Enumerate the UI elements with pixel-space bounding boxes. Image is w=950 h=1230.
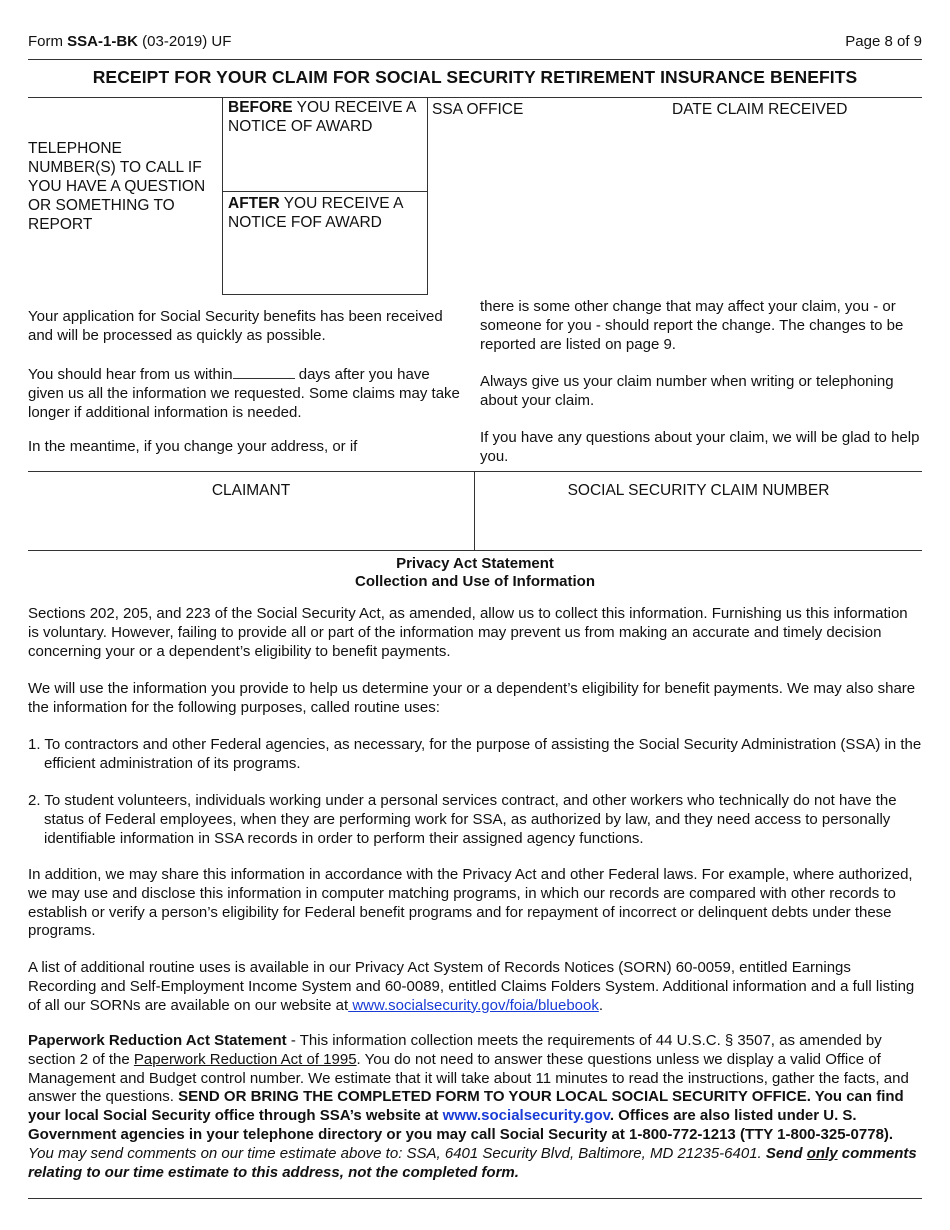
privacy-p4-text: A list of additional routine uses is available in our Privacy Act System of Records Notices (SORN) 60-0059, entitled Earnings Recording and Self-Employment Income System and 60-0089, entitled Claims Folders System. Additional information and a full listing of all our SORNs are available on our website at bbox=[28, 959, 915, 1014]
claimant-row-bottom-border bbox=[28, 550, 922, 551]
privacy-p4 bbox=[28, 959, 922, 1015]
after-award-phone-field[interactable] bbox=[228, 194, 424, 232]
only-text: only bbox=[806, 1144, 838, 1162]
footer-divider bbox=[28, 1198, 922, 1199]
table-divider-v1 bbox=[222, 97, 223, 295]
privacy-subheading: Collection and Use of Information bbox=[354, 573, 595, 590]
privacy-heading: Privacy Act Statement bbox=[396, 555, 554, 572]
send-text: Send bbox=[765, 1144, 807, 1162]
routine-use-1: 1. To contractors and other Federal agencies, as necessary, for the purpose of assisting the Social Security Administration (SSA) in the efficient administration of its programs. bbox=[28, 736, 922, 772]
ssa-office-field[interactable]: SSA OFFICE bbox=[432, 101, 524, 118]
claimant-field[interactable]: CLAIMANT bbox=[211, 482, 291, 499]
days-text-b: days after you have given us all the information we requested. Some claims may take longer if additional information is needed. bbox=[28, 366, 460, 421]
info-left-p2 bbox=[28, 364, 464, 422]
days-text-a: You should hear from us within bbox=[28, 366, 233, 383]
form-number bbox=[28, 33, 231, 50]
privacy-p1: Sections 202, 205, and 223 of the Social Security Act, as amended, allow us to collect this information. Furnishing us this information is voluntary. However, failing to provide all or part of the information may prevent us from making an accurate and timely decision concerning your or a dependent’s eligibility to benefit payments. bbox=[28, 605, 908, 660]
form-title: RECEIPT FOR YOUR CLAIM FOR SOCIAL SECURITY RETIREMENT INSURANCE BENEFITS bbox=[92, 67, 858, 87]
page-number: Page 8 of 9 bbox=[845, 33, 922, 50]
form-revision: (03-2019) UF bbox=[138, 33, 232, 50]
form-id: SSA-1-BK bbox=[67, 33, 139, 50]
before-label: YOU RECEIVE A NOTICE OF AWARD bbox=[228, 99, 416, 135]
claim-number-field[interactable]: SOCIAL SECURITY CLAIM NUMBER bbox=[567, 482, 830, 499]
info-right-p1: there is some other change that may affect your claim, you - or someone for you - should report the change. The changes to be reported are listed on page 9. bbox=[480, 298, 904, 353]
date-claim-received-field[interactable]: DATE CLAIM RECEIVED bbox=[672, 101, 848, 118]
claimant-row-top-border bbox=[28, 471, 922, 472]
paperwork-heading: Paperwork Reduction Act Statement bbox=[28, 1032, 287, 1049]
table-bottom-inner bbox=[222, 294, 428, 295]
telephone-numbers-label: TELEPHONE NUMBER(S) TO CALL IF YOU HAVE A QUESTION OR SOMETHING TO REPORT bbox=[28, 140, 206, 233]
paperwork-text-1: - This information collection meets the requirements of 44 U.S.C. § 3507, as amended by section 2 of the bbox=[28, 1032, 882, 1068]
send-form-instruction: SEND OR BRING THE COMPLETED FORM TO YOUR LOCAL SOCIAL SECURITY OFFICE. You can find your local Social Security office through SSA’s website at bbox=[28, 1088, 904, 1125]
form-prefix: Form bbox=[28, 33, 68, 50]
paperwork-text-2: . You do not need to answer these questions unless we display a valid Office of Management and Budget control number. We estimate that it will take about 11 minutes to read the instructions, gather the facts, and answer the questions. bbox=[28, 1050, 909, 1106]
phone-instruction: . Offices are also listed under U. S. Government agencies in your telephone directory or you may call Social Security at 1-800-772-1213 (TTY 1-800-325-0778). bbox=[28, 1107, 894, 1143]
paperwork-statement bbox=[28, 1032, 922, 1182]
table-divider-h-before-after bbox=[222, 191, 428, 192]
days-blank-field[interactable] bbox=[233, 364, 295, 379]
comments-note: comments relating to our time estimate to this address, not the completed form. bbox=[28, 1144, 917, 1181]
after-bold: AFTER bbox=[228, 195, 280, 212]
info-right-p2: Always give us your claim number when writing or telephoning about your claim. bbox=[480, 373, 894, 409]
before-bold: BEFORE bbox=[228, 99, 293, 116]
privacy-p2: We will use the information you provide to help us determine your or a dependent’s eligibility for benefit payments. We may also share the information for the following purposes, called routine uses: bbox=[28, 680, 916, 716]
table-top-border bbox=[28, 97, 922, 98]
bluebook-link[interactable]: www.socialsecurity.gov/foia/bluebook bbox=[348, 996, 599, 1014]
after-label: YOU RECEIVE A NOTICE FOF AWARD bbox=[228, 195, 403, 231]
paperwork-act-reference: Paperwork Reduction Act of 1995 bbox=[133, 1050, 357, 1068]
privacy-p3: In addition, we may share this information in accordance with the Privacy Act and other Federal laws. For example, where authorized, we may use and disclose this information in computer matching programs, in which our records are compared with other records to establish or verify a person’s eligibility for Federal benefit programs and for repayment of incorrect or delinquent debts under these programs. bbox=[28, 866, 913, 940]
info-left-p3: In the meantime, if you change your address, or if bbox=[28, 438, 358, 455]
comments-address: You may send comments on our time estimate above to: SSA, 6401 Security Blvd, Baltimore, MD 21235-6401. bbox=[28, 1144, 766, 1162]
table-divider-v2 bbox=[427, 97, 428, 295]
before-award-phone-field[interactable] bbox=[228, 98, 424, 136]
header-divider bbox=[28, 59, 922, 60]
ssa-website-link[interactable]: www.socialsecurity.gov bbox=[442, 1107, 610, 1125]
routine-use-2: 2. To student volunteers, individuals working under a personal services contract, and other workers who technically do not have the status of Federal employees, when they are performing work for SSA, as authorized by law, and they need access to personally identifiable information in SSA records in order to perform their assigned agency functions. bbox=[28, 792, 897, 847]
privacy-p4-end: . bbox=[598, 996, 604, 1014]
info-left-p1: Your application for Social Security benefits has been received and will be processed as quickly as possible. bbox=[28, 308, 443, 344]
info-right-p3: If you have any questions about your claim, we will be glad to help you. bbox=[480, 429, 920, 465]
